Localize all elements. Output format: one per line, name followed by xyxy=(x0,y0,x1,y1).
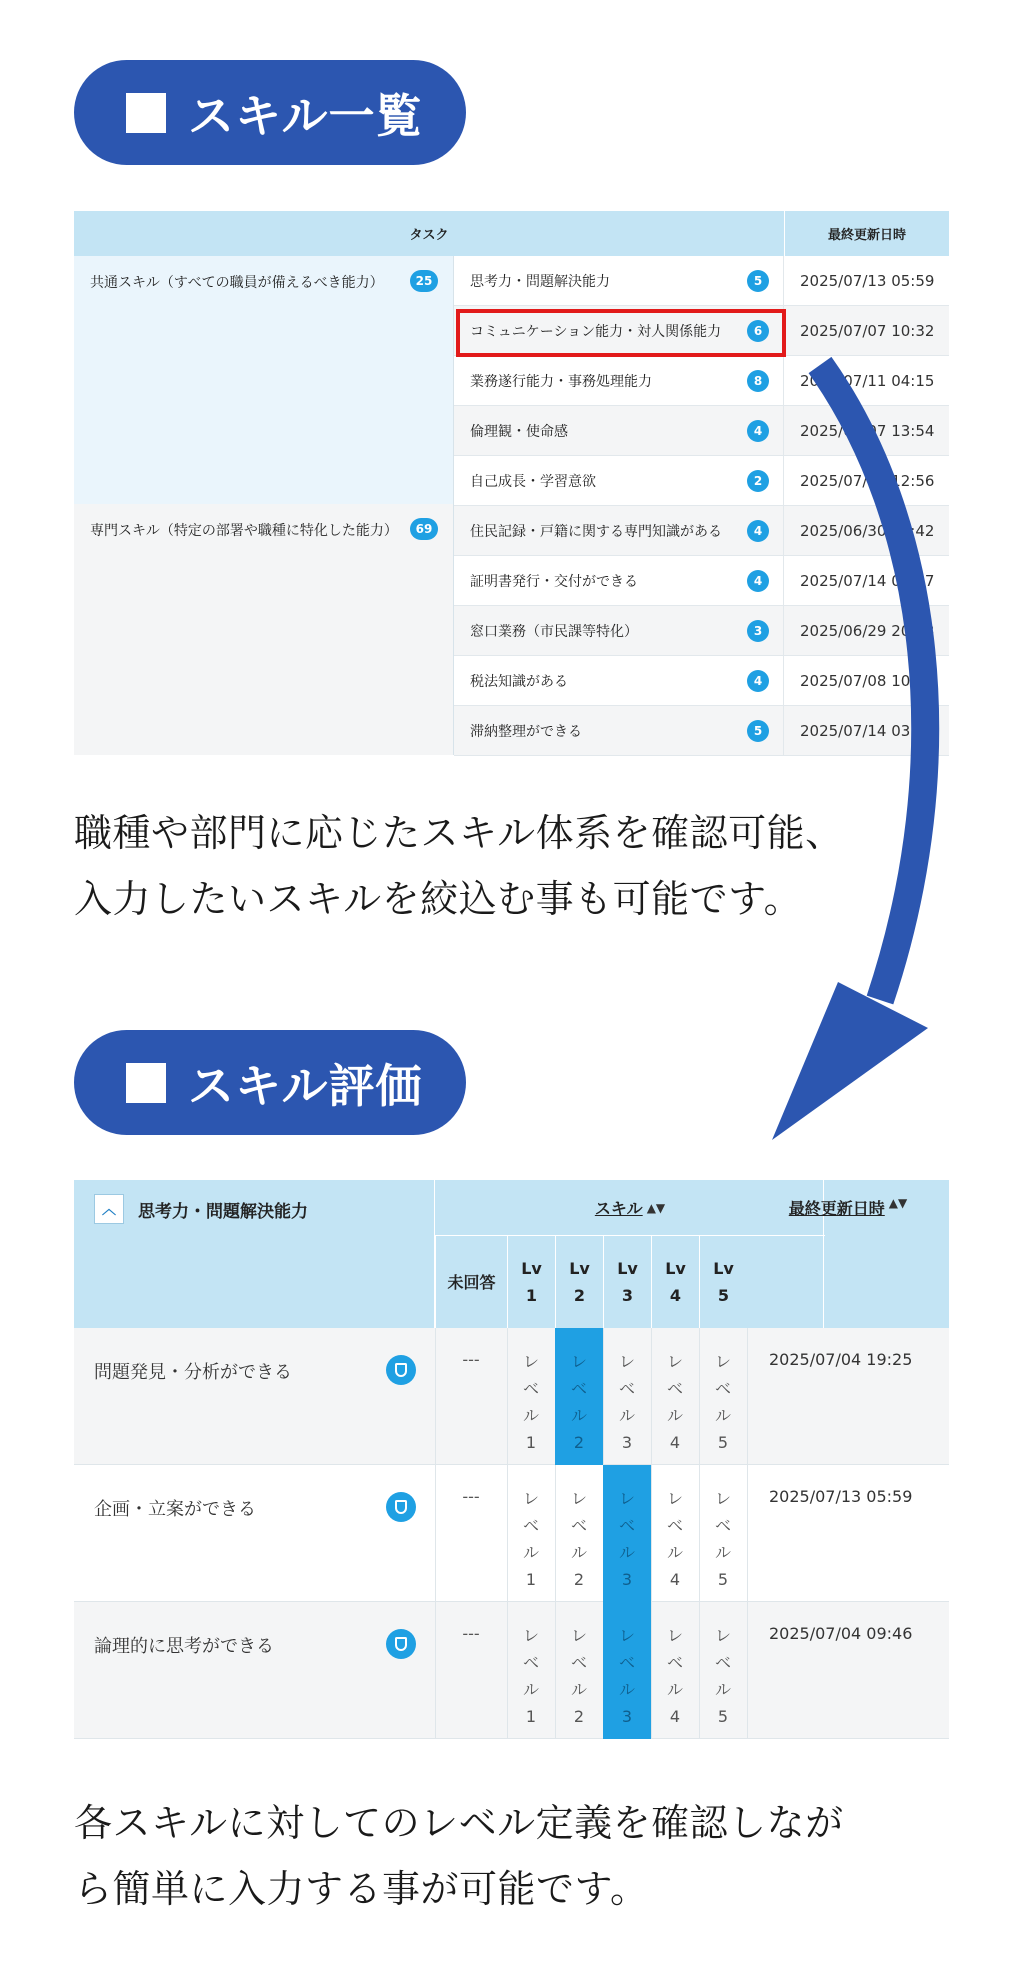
level-option-1[interactable]: レ ベ ル 1 xyxy=(522,1352,539,1452)
header-lv2: Lv 2 xyxy=(555,1236,603,1328)
count-badge: 4 xyxy=(747,520,769,542)
header-lv5: Lv 5 xyxy=(699,1236,747,1328)
count-badge: 4 xyxy=(747,670,769,692)
last-updated: 2025/07/14 09:17 xyxy=(800,571,935,590)
level-option-1[interactable]: レ ベ ル 1 xyxy=(522,1626,539,1726)
level-option-2[interactable]: レ ベ ル 2 xyxy=(570,1626,587,1726)
last-updated: 2025/06/29 20:13 xyxy=(800,621,935,640)
count-badge: 2 xyxy=(747,470,769,492)
last-updated: 2025/07/13 05:59 xyxy=(800,271,935,290)
task-label: コミュニケーション能力・対人関係能力 xyxy=(470,323,722,340)
level-option-5[interactable]: レ ベ ル 5 xyxy=(714,1626,731,1726)
last-updated: 2025/07/08 10:05 xyxy=(800,671,935,690)
category-label: 専門スキル（特定の部署や職種に特化した能力） xyxy=(90,523,398,539)
task-label: 思考力・問題解決能力 xyxy=(470,273,610,290)
last-updated: 2025/07/11 04:15 xyxy=(800,371,935,390)
section-title: スキル一覧 xyxy=(188,88,423,143)
description-line: 各スキルに対してのレベル定義を確認しなが xyxy=(74,1801,844,1845)
skill-name: 問題発見・分析ができる xyxy=(94,1362,292,1383)
level-option-5[interactable]: レ ベ ル 5 xyxy=(714,1352,731,1452)
task-label: 証明書発行・交付ができる xyxy=(470,573,638,590)
level-option-4[interactable]: レ ベ ル 4 xyxy=(666,1489,683,1589)
task-label: 窓口業務（市民課等特化） xyxy=(470,623,638,640)
group-title-label: 思考力・問題解決能力 xyxy=(138,1201,308,1222)
header-last-updated[interactable]: 最終更新日時 xyxy=(784,211,949,256)
level-option-5[interactable]: レ ベ ル 5 xyxy=(714,1489,731,1589)
count-badge: 5 xyxy=(747,720,769,742)
level-option-2[interactable]: レ ベ ル 2 xyxy=(555,1328,603,1465)
level-option-1[interactable]: レ ベ ル 1 xyxy=(522,1489,539,1589)
count-badge: 69 xyxy=(410,518,438,540)
task-label: 倫理観・使命感 xyxy=(470,423,568,440)
count-badge: 3 xyxy=(747,620,769,642)
task-label: 業務遂行能力・事務処理能力 xyxy=(470,373,652,390)
last-updated: 2025/07/14 03:47 xyxy=(800,721,935,740)
level-option-4[interactable]: レ ベ ル 4 xyxy=(666,1352,683,1452)
chevron-up-icon: ︿ xyxy=(102,1202,116,1218)
header-unanswered: 未回答 xyxy=(435,1236,507,1328)
last-updated: 2025/07/07 10:32 xyxy=(800,321,935,340)
unanswered-option[interactable]: --- xyxy=(462,1624,480,1643)
level-option-3[interactable]: レ ベ ル 3 xyxy=(618,1352,635,1452)
last-updated: 2025/07/04 19:25 xyxy=(769,1350,913,1369)
category-label: 共通スキル（すべての職員が備えるべき能力） xyxy=(90,275,384,291)
level-option-3[interactable]: レ ベ ル 3 xyxy=(603,1602,651,1739)
sort-icon: ▲▼ xyxy=(646,1200,666,1215)
header-lv4: Lv 4 xyxy=(651,1236,699,1328)
last-updated: 2025/07/07 13:54 xyxy=(800,421,935,440)
skill-name: 論理的に思考ができる xyxy=(94,1636,274,1657)
level-option-4[interactable]: レ ベ ル 4 xyxy=(666,1626,683,1726)
section-title: スキル評価 xyxy=(188,1058,423,1113)
level-option-2[interactable]: レ ベ ル 2 xyxy=(570,1489,587,1589)
skill-sort-link[interactable]: スキル xyxy=(594,1199,643,1218)
task-label: 自己成長・学習意欲 xyxy=(470,473,596,490)
skill-name: 企画・立案ができる xyxy=(94,1499,256,1520)
unanswered-option[interactable]: --- xyxy=(462,1350,480,1369)
count-badge: 6 xyxy=(747,320,769,342)
description-line: 入力したいスキルを絞込む事も可能です。 xyxy=(74,877,803,921)
last-updated: 2025/07/04 09:46 xyxy=(769,1624,913,1643)
count-badge: 5 xyxy=(747,270,769,292)
count-badge: 4 xyxy=(747,570,769,592)
last-updated: 2025/06/30 09:42 xyxy=(800,521,935,540)
task-label: 税法知識がある xyxy=(470,673,568,690)
task-label: 住民記録・戸籍に関する専門知識がある xyxy=(470,523,722,540)
sort-icon: ▲▼ xyxy=(888,1196,908,1210)
last-updated: 2025/07/13 05:59 xyxy=(769,1487,913,1506)
header-lv3: Lv 3 xyxy=(603,1236,651,1328)
level-option-3[interactable]: レ ベ ル 3 xyxy=(603,1465,651,1602)
description-line: 職種や部門に応じたスキル体系を確認可能、 xyxy=(74,811,844,855)
date-sort-link[interactable]: 最終更新日時 xyxy=(788,1199,885,1218)
last-updated: 2025/07/09 12:56 xyxy=(800,471,935,490)
count-badge: 8 xyxy=(747,370,769,392)
header-lv1: Lv 1 xyxy=(507,1236,555,1328)
task-label: 滞納整理ができる xyxy=(470,723,582,740)
description-line: ら簡単に入力する事が可能です。 xyxy=(74,1867,649,1911)
header-task[interactable]: タスク xyxy=(409,228,449,243)
unanswered-option[interactable]: --- xyxy=(462,1487,480,1506)
count-badge: 25 xyxy=(410,270,438,292)
count-badge: 4 xyxy=(747,420,769,442)
